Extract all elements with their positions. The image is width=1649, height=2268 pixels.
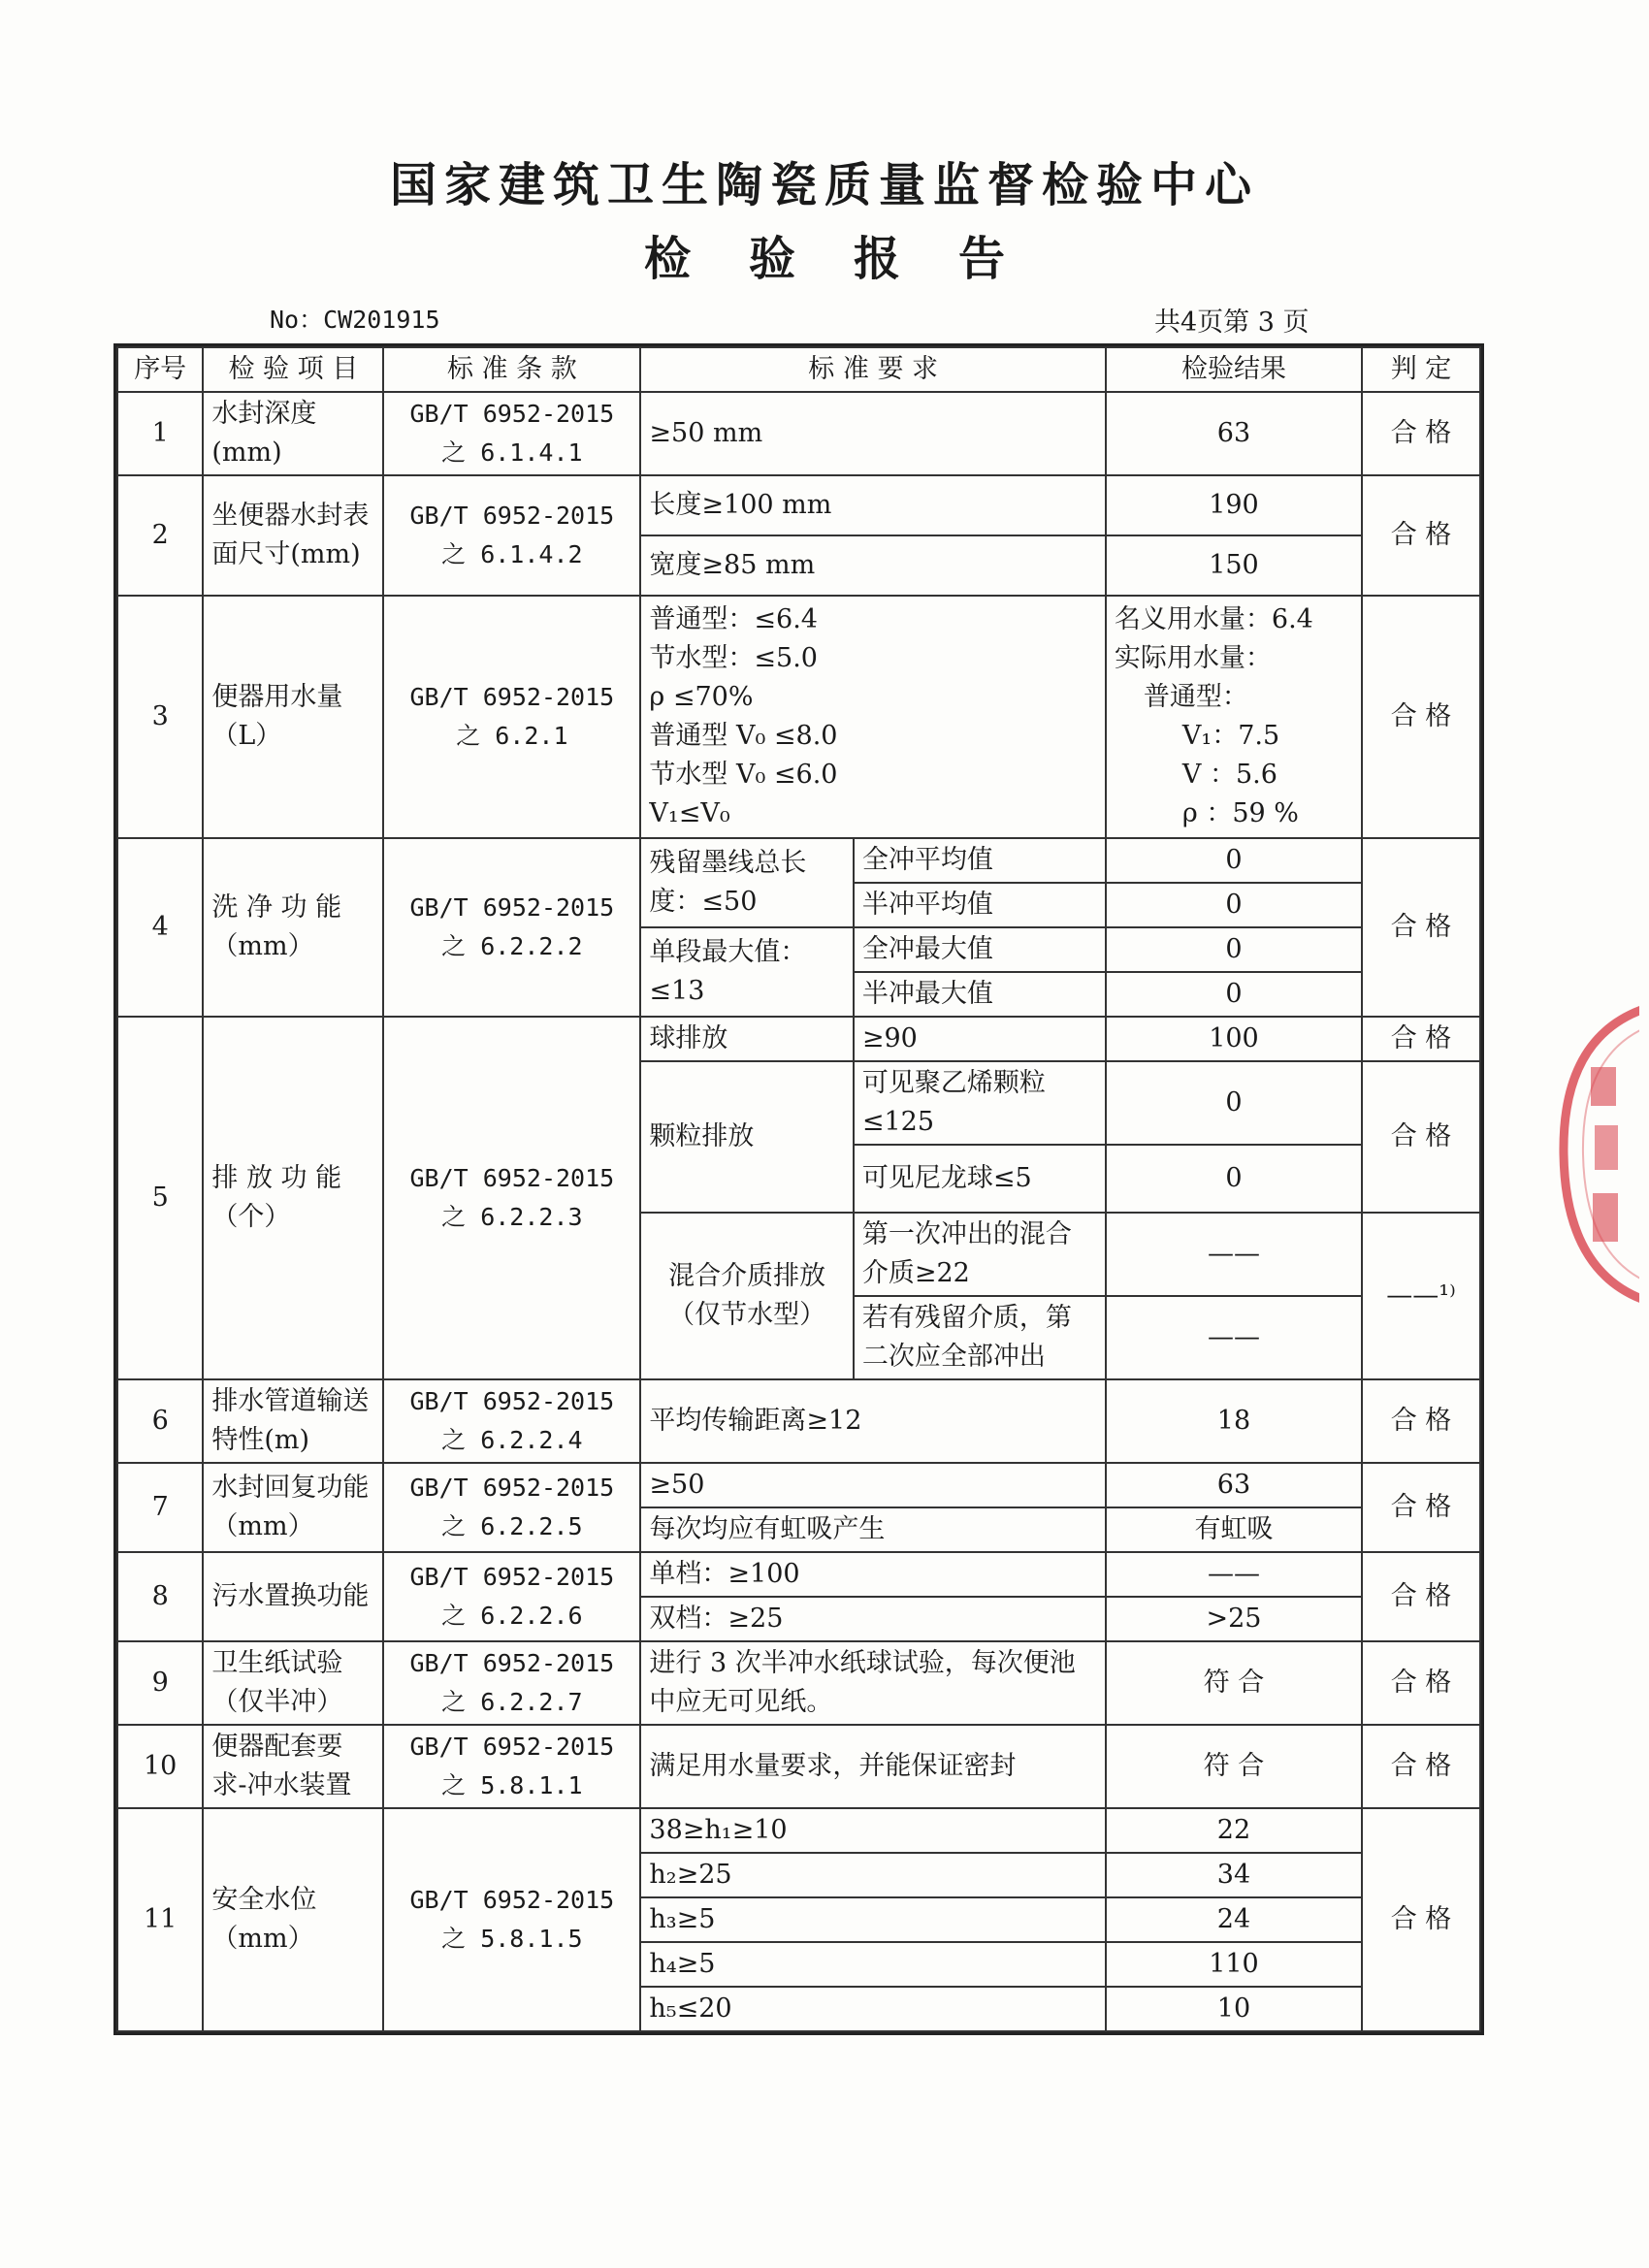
table-cell: 0 <box>1106 838 1362 883</box>
table-cell: 便器配套要求-冲水装置 <box>203 1725 383 1808</box>
table-cell: 合 格 <box>1362 1552 1480 1641</box>
table-cell: 合 格 <box>1362 1017 1480 1061</box>
table-cell: GB/T 6952-2015 之 6.2.2.6 <box>383 1552 640 1641</box>
table-cell: 水封深度(mm) <box>203 392 383 475</box>
table-cell: GB/T 6952-2015 之 6.1.4.2 <box>383 475 640 596</box>
table-row <box>117 1017 1480 1061</box>
table-cell: 若有残留介质，第二次应全部冲出 <box>854 1296 1106 1379</box>
table-cell: 7 <box>117 1463 203 1552</box>
table-row <box>117 1725 1480 1808</box>
table-cell: h₄≥5 <box>640 1942 1105 1987</box>
table-cell: GB/T 6952-2015 之 6.2.2.2 <box>383 838 640 1017</box>
table-cell: GB/T 6952-2015 之 6.2.2.7 <box>383 1641 640 1725</box>
table-cell: —— <box>1106 1213 1362 1296</box>
table-cell: 残留墨线总长度：≤50 <box>640 838 853 927</box>
report-title: 检 验 报 告 <box>643 232 1006 286</box>
col-result: 检验结果 <box>1106 347 1362 392</box>
table-cell: 5 <box>117 1017 203 1379</box>
table-cell: ≥50 mm <box>640 392 1105 475</box>
table-cell: 合 格 <box>1362 1463 1480 1552</box>
table-cell: GB/T 6952-2015 之 6.2.2.3 <box>383 1017 640 1379</box>
table-row <box>117 1641 1480 1725</box>
table-cell: 合 格 <box>1362 1641 1480 1725</box>
table-cell: GB/T 6952-2015 之 6.1.4.1 <box>383 392 640 475</box>
table-cell: 全冲最大值 <box>854 927 1106 972</box>
table-cell: 可见聚乙烯颗粒≤125 <box>854 1061 1106 1145</box>
table-row <box>117 1808 1480 1853</box>
table-cell: 11 <box>117 1808 203 2031</box>
col-item: 检 验 项 目 <box>203 347 383 392</box>
table-cell: 22 <box>1106 1808 1362 1853</box>
table-cell: 63 <box>1106 1463 1362 1507</box>
table-cell: 150 <box>1106 535 1362 596</box>
table-cell: 18 <box>1106 1379 1362 1463</box>
table-cell: 合 格 <box>1362 1725 1480 1808</box>
table-cell: 10 <box>1106 1987 1362 2031</box>
inspection-table <box>113 343 1484 2035</box>
table-cell: h₅≤20 <box>640 1987 1105 2031</box>
table-cell: 卫生纸试验（仅半冲） <box>203 1641 383 1725</box>
table-row <box>117 475 1480 535</box>
table-cell: 合 格 <box>1362 838 1480 1017</box>
table-cell: 0 <box>1106 883 1362 927</box>
table-cell: 单段最大值：≤13 <box>640 927 853 1017</box>
table-cell: 190 <box>1106 475 1362 535</box>
col-std: 标 准 条 款 <box>383 347 640 392</box>
table-cell: 4 <box>117 838 203 1017</box>
table-cell: 半冲平均值 <box>854 883 1106 927</box>
table-cell: GB/T 6952-2015 之 6.2.2.5 <box>383 1463 640 1552</box>
table-cell: 9 <box>117 1641 203 1725</box>
table-cell: 宽度≥85 mm <box>640 535 1105 596</box>
table-row <box>117 1552 1480 1597</box>
table-cell: >25 <box>1106 1597 1362 1641</box>
table-cell: 便器用水量（L） <box>203 596 383 838</box>
table-cell: 0 <box>1106 1145 1362 1213</box>
table-cell: 第一次冲出的混合介质≥22 <box>854 1213 1106 1296</box>
seal-stamp <box>1552 999 1639 1310</box>
table-cell: 平均传输距离≥12 <box>640 1379 1105 1463</box>
table-cell: 单档：≥100 <box>640 1552 1105 1597</box>
table-cell: 38≥h₁≥10 <box>640 1808 1105 1853</box>
table-cell: 有虹吸 <box>1106 1507 1362 1552</box>
table-cell: 2 <box>117 475 203 596</box>
table-cell: 水封回复功能（mm） <box>203 1463 383 1552</box>
table-cell: 3 <box>117 596 203 838</box>
table-cell: 全冲平均值 <box>854 838 1106 883</box>
table-cell: 半冲最大值 <box>854 972 1106 1017</box>
table-cell: 普通型：≤6.4 节水型：≤5.0 ρ ≤70% 普通型 V₀ ≤8.0 节水型 V₀ ≤6.0 V₁≤V₀ <box>640 596 1105 838</box>
table-row <box>117 1379 1480 1463</box>
table-cell: 污水置换功能 <box>203 1552 383 1641</box>
report-number: No：CW201915 <box>270 306 440 334</box>
page-info: 共4页第 3 页 <box>1154 308 1310 338</box>
table-cell: 进行 3 次半冲水纸球试验，每次便池中应无可见纸。 <box>640 1641 1105 1725</box>
table-cell: 可见尼龙球≤5 <box>854 1145 1106 1213</box>
table-cell: 满足用水量要求，并能保证密封 <box>640 1725 1105 1808</box>
table-row <box>117 1463 1480 1507</box>
table-cell: 100 <box>1106 1017 1362 1061</box>
table-cell: —— <box>1106 1296 1362 1379</box>
table-cell: 长度≥100 mm <box>640 475 1105 535</box>
table-cell: GB/T 6952-2015 之 6.2.2.4 <box>383 1379 640 1463</box>
table-cell: ≥90 <box>854 1017 1106 1061</box>
table-cell: 8 <box>117 1552 203 1641</box>
table-cell: 63 <box>1106 392 1362 475</box>
table-cell: 合 格 <box>1362 1061 1480 1213</box>
table-cell: 每次均应有虹吸产生 <box>640 1507 1105 1552</box>
org-title: 国家建筑卫生陶瓷质量监督检验中心 <box>389 158 1259 212</box>
table-cell: 合 格 <box>1362 1808 1480 2031</box>
table-cell: 合 格 <box>1362 1379 1480 1463</box>
table-row <box>117 596 1480 838</box>
table-cell: 24 <box>1106 1897 1362 1942</box>
table-cell: GB/T 6952-2015 之 6.2.1 <box>383 596 640 838</box>
table-cell: 10 <box>117 1725 203 1808</box>
table-cell: 符 合 <box>1106 1641 1362 1725</box>
table-row <box>117 392 1480 475</box>
table-cell: 混合介质排放（仅节水型） <box>640 1213 853 1379</box>
table-cell: h₃≥5 <box>640 1897 1105 1942</box>
table-cell: 排 放 功 能（个） <box>203 1017 383 1379</box>
table-cell: 1 <box>117 392 203 475</box>
table-cell: 合 格 <box>1362 475 1480 596</box>
table-cell: 球排放 <box>640 1017 853 1061</box>
col-req: 标 准 要 求 <box>640 347 1105 392</box>
table-cell: 110 <box>1106 1942 1362 1987</box>
table-cell: 双档：≥25 <box>640 1597 1105 1641</box>
table-cell: 洗 净 功 能（mm） <box>203 838 383 1017</box>
table-cell: 34 <box>1106 1853 1362 1897</box>
table-row <box>117 838 1480 883</box>
table-cell: 合 格 <box>1362 596 1480 838</box>
table-header <box>117 347 1480 392</box>
table-cell: 0 <box>1106 972 1362 1017</box>
col-no: 序号 <box>117 347 203 392</box>
table-cell: h₂≥25 <box>640 1853 1105 1897</box>
table-cell: 符 合 <box>1106 1725 1362 1808</box>
table-cell: ≥50 <box>640 1463 1105 1507</box>
table-cell: 0 <box>1106 927 1362 972</box>
table-cell: 名义用水量：6.4 实际用水量： 普通型： V₁：7.5 V ：5.6 ρ ：59 % <box>1106 596 1362 838</box>
table-cell: 颗粒排放 <box>640 1061 853 1213</box>
table-cell: ——¹⁾ <box>1362 1213 1480 1379</box>
table-cell: 0 <box>1106 1061 1362 1145</box>
table-cell: 合 格 <box>1362 392 1480 475</box>
table-cell: —— <box>1106 1552 1362 1597</box>
col-verdict: 判 定 <box>1362 347 1480 392</box>
table-cell: GB/T 6952-2015 之 5.8.1.5 <box>383 1808 640 2031</box>
table-cell: 排水管道输送特性(m) <box>203 1379 383 1463</box>
table-cell: 坐便器水封表面尺寸(mm) <box>203 475 383 596</box>
table-cell: GB/T 6952-2015 之 5.8.1.1 <box>383 1725 640 1808</box>
table-cell: 6 <box>117 1379 203 1463</box>
table-cell: 安全水位（mm） <box>203 1808 383 2031</box>
